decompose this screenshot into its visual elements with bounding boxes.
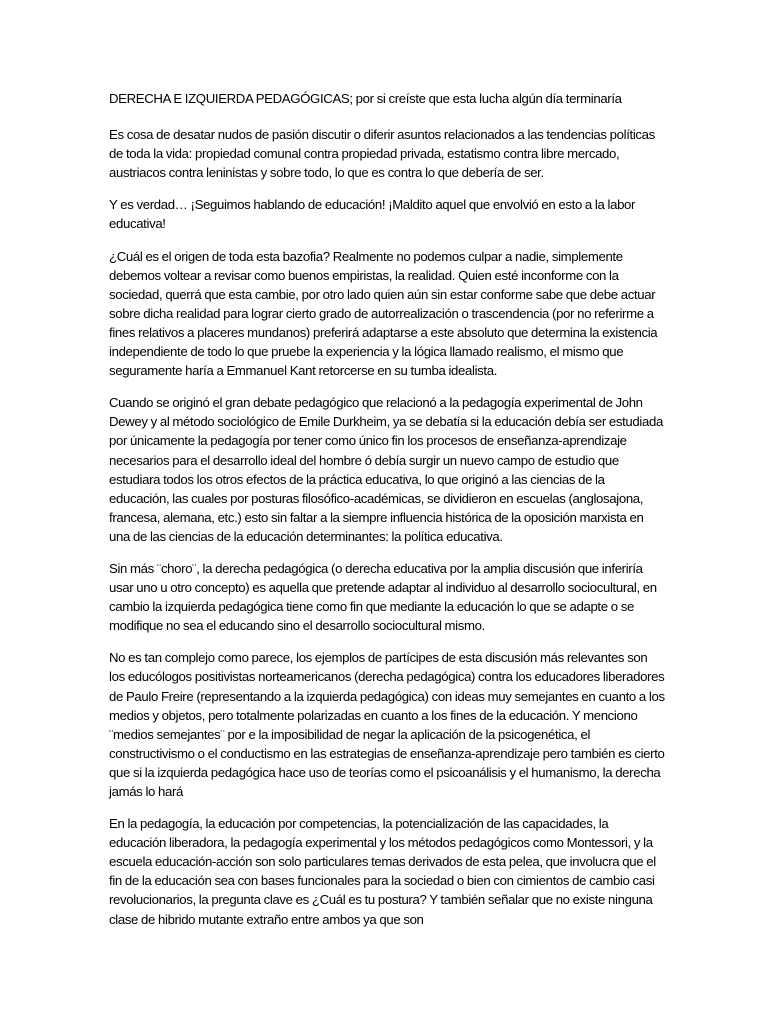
paragraph-origin: ¿Cuál es el origen de toda esta bazofia? Realmente no podemos culpar a nadie, simplemente debemos voltear a revisar como buenos empiristas, la realidad. Quien esté inconforme con la sociedad, querrá que esta cambie, por otro lado quien aún sin estar conforme sabe que debe actuar sobre dicha realidad para lograr cierto grado de autorrealización o trascendencia (por no referirme a fines relativos a placeres mundanos) preferirá adaptarse a este absoluto que determina la existencia independiente de todo lo que pruebe la experiencia y la lógica llamado realismo, el mismo que seguramente haría a Emmanuel Kant retorcerse en su tumba idealista.	[109, 248, 658, 379]
paragraph-debate: Cuando se originó el gran debate pedagógico que relacionó a la pedagogía experimental de John Dewey y al método sociológico de Emile Durkheim, ya se debatía si la educación debía ser estudiada por únicamente la pedagogía por tener como único fin los procesos de enseñanza-aprendizaje necesarios para el desarrollo ideal del hombre ó debía surgir un nuevo campo de estudio que estudiara todos los otros efectos de la práctica educativa, lo que originó a las ciencias de la educación, las cuales por posturas filosófico-académicas, se dividieron en escuelas (anglosajona, francesa, alemana, etc.) esto sin faltar a la siempre influencia histórica de la oposición marxista en una de las ciencias de la educación determinantes: la política educativa.	[109, 395, 663, 544]
paragraph-education: Y es verdad… ¡Seguimos hablando de educación! ¡Maldito aquel que envolvió en esto a la labor educativa!	[109, 197, 636, 232]
paragraph-intro: Es cosa de desatar nudos de pasión discutir o diferir asuntos relacionados a las tendencias políticas de toda la vida: propiedad comunal contra propiedad privada, estatismo contra libre mercado, austriacos contra leninistas y sobre todo, lo que es contra lo que debería de ser.	[109, 127, 655, 181]
paragraph-examples: No es tan complejo como parece, los ejemplos de partícipes de esta discusión más relevantes son los educólogos positivistas norteamericanos (derecha pedagógica) contra los educadores liberadores de Paulo Freire (representando a la izquierda pedagógica) con ideas muy semejantes en cuanto a los medios y objetos, pero totalmente polarizadas en cuanto a los fines de la educación. Y menciono ¨medios semejantes¨ por e la imposibilidad de negar la aplicación de la psicogenética, el constructivismo o el conductismo en las estrategias de enseñanza-aprendizaje pero también es cierto que si la izquierda pedagógica hace uso de teorías como el psicoanálisis y el humanismo, la derecha jamás lo hará	[109, 650, 665, 799]
document-page	[109, 89, 665, 942]
paragraph-pedagogy: En la pedagogía, la educación por competencias, la potencialización de las capacidades, la educación liberadora, la pedagogía experimental y los métodos pedagógicos como Montessori, y la escuela educación-acción son solo particulares temas derivados de esta pelea, que involucra que el fin de la educación sea con bases funcionales para la sociedad o bien con cimientos de cambio casi revolucionarios, la pregunta clave es ¿Cuál es tu postura? Y también señalar que no existe ninguna clase de hibrido mutante extraño entre ambos ya que son	[109, 816, 656, 927]
paragraph-definition: Sin más ¨choro¨, la derecha pedagógica (o derecha educativa por la amplia discusión que inferiría usar uno u otro concepto) es aquella que pretende adaptar al individuo al desarrollo sociocultural, en cambio la izquierda pedagógica tiene como fin que mediante la educación lo que se adapte o se modifique no sea el educando sino el desarrollo sociocultural mismo.	[109, 560, 657, 634]
document-title: DERECHA E IZQUIERDA PEDAGÓGICAS; por si creíste que esta lucha algún día terminaría	[109, 91, 622, 106]
